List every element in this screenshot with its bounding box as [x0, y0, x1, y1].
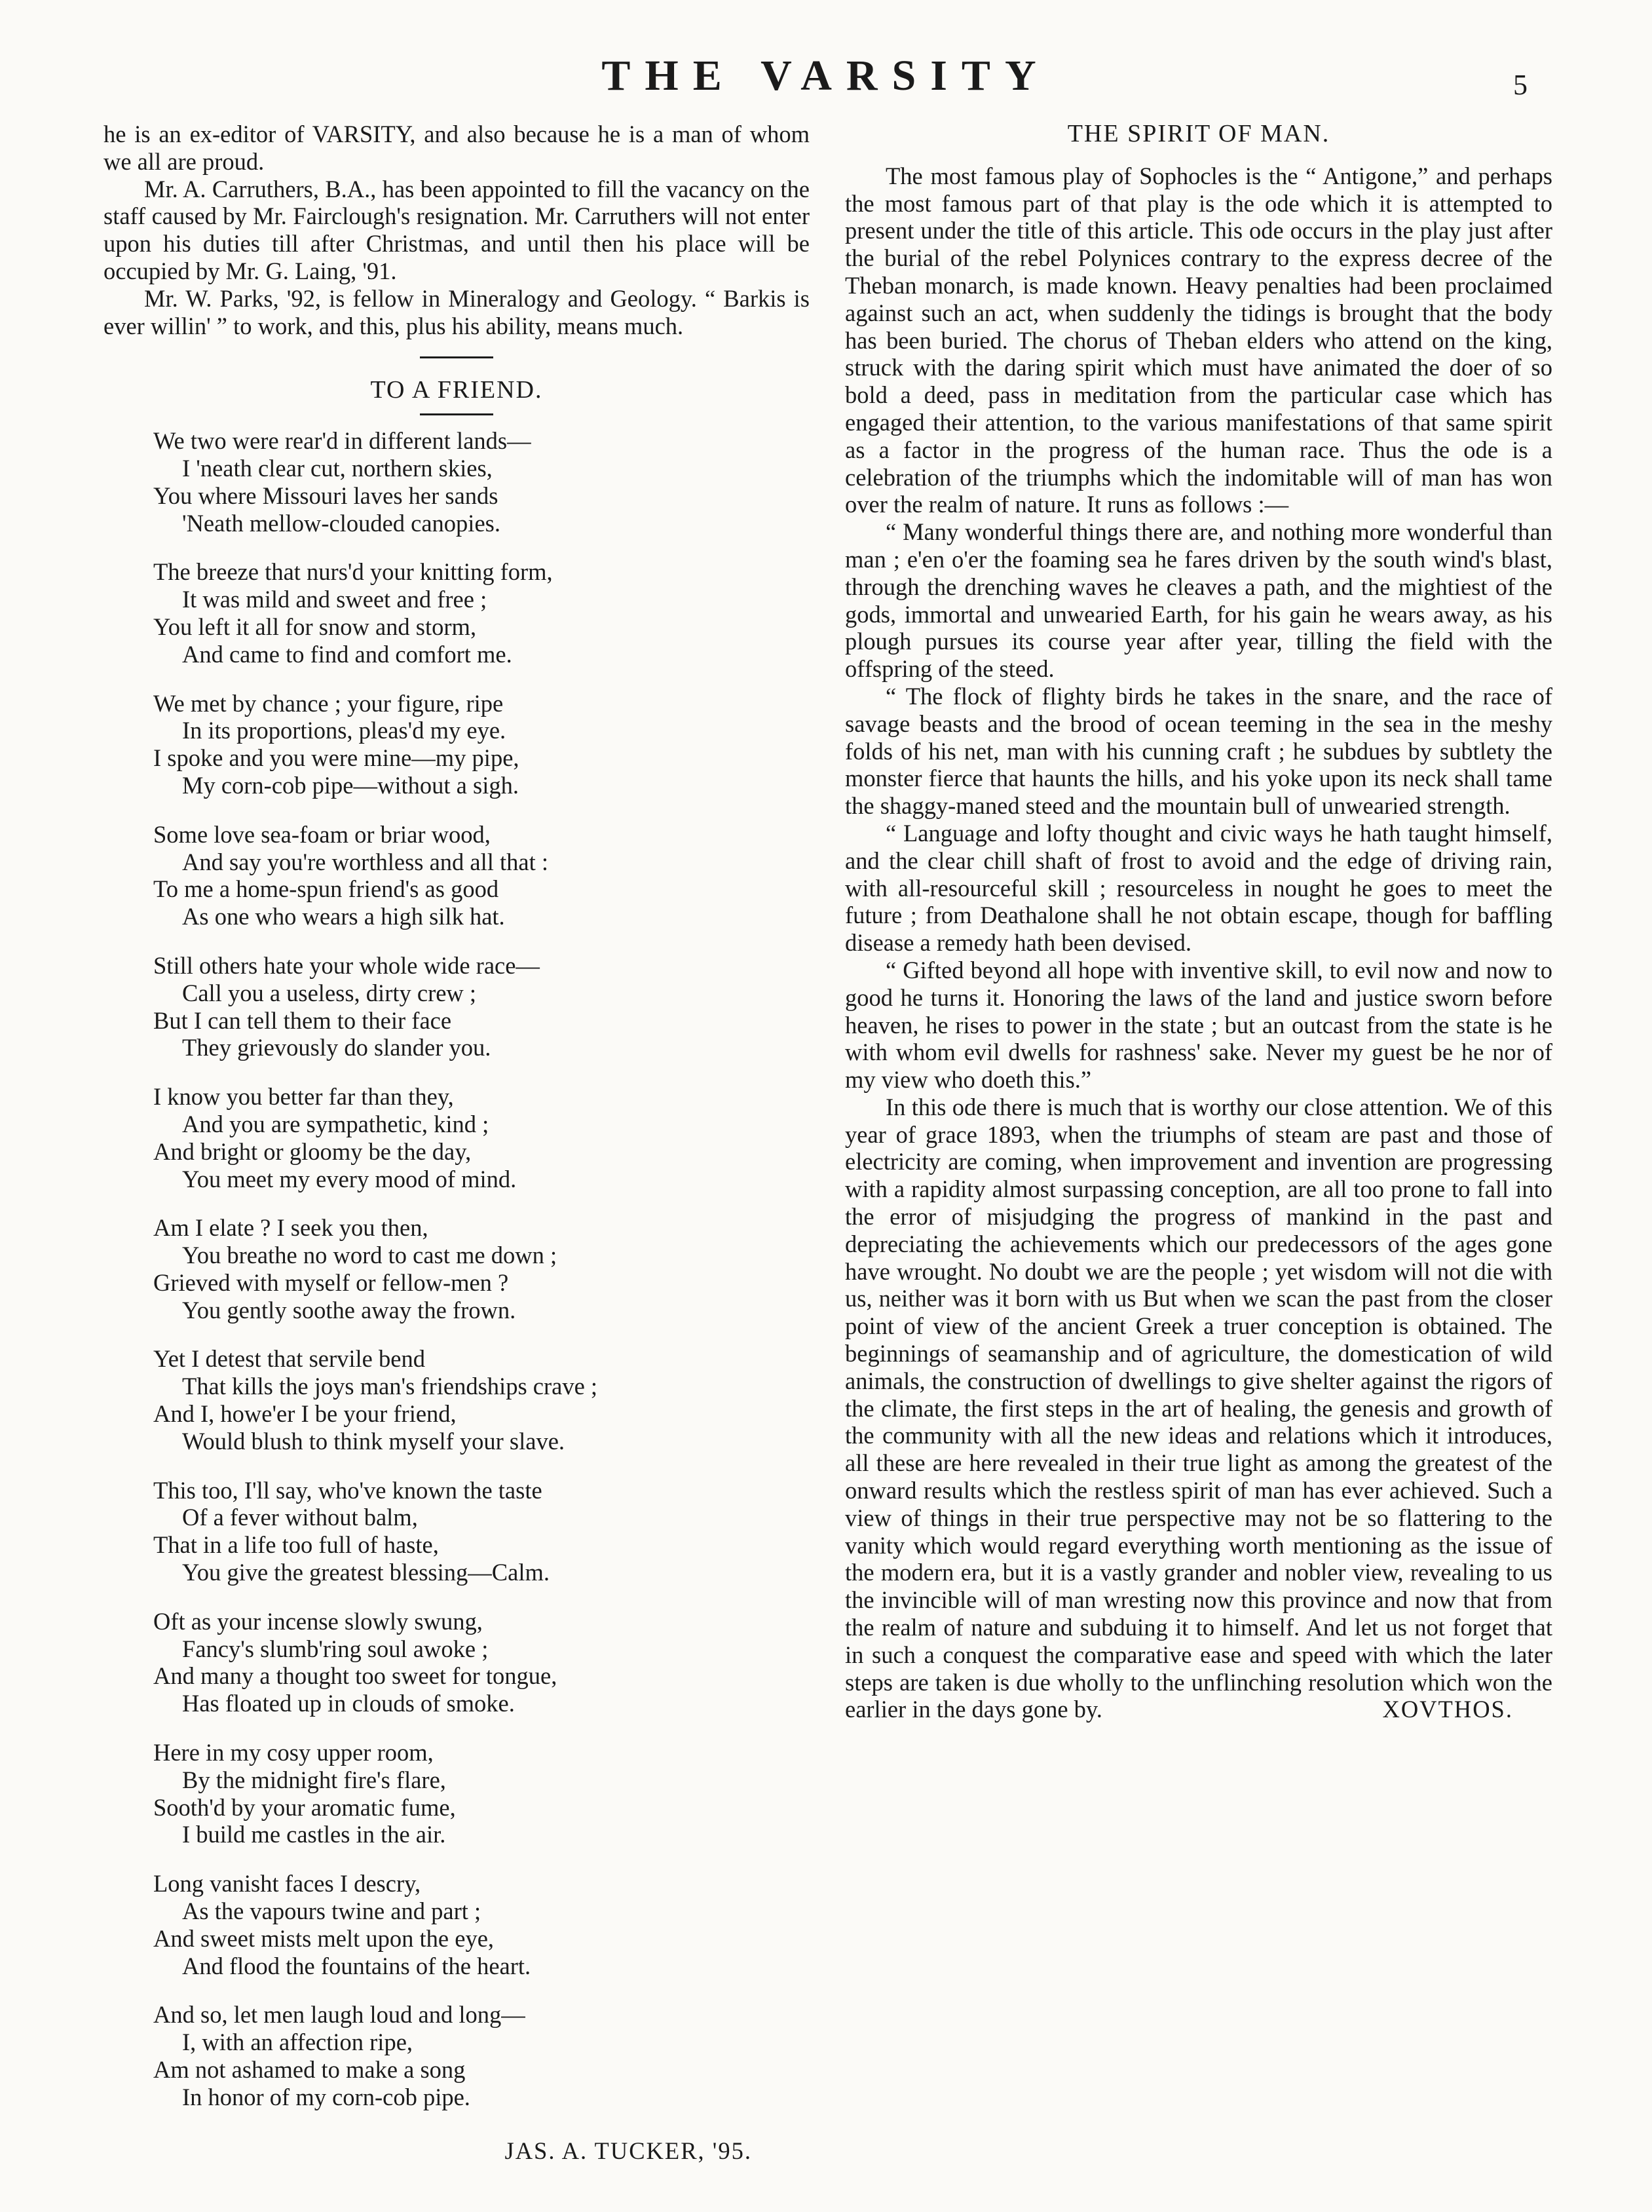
poem-line: Am not ashamed to make a song: [153, 2056, 466, 2084]
article-paragraph: “ Many wonderful things there are, and nothing more wonderful than man ; e'en o'er the foaming sea he fares driven by the south wind's blast, through the drenching waves he cleaves a path, and the mightiest of the gods, immortal and unwearied Earth, for his gain he wears away, as his plough pursues its course year after year, tilling the field with the offspring of the steed.: [845, 518, 1552, 683]
poem-line: The breeze that nurs'd your knitting form,: [153, 558, 553, 586]
poem-line: To me a home-spun friend's as good: [153, 875, 499, 903]
poem-line: Still others hate your whole wide race—: [153, 951, 540, 979]
poem: [103, 427, 810, 2110]
poem-line: Call you a useless, dirty crew ;: [182, 979, 477, 1006]
article-paragraph: “ Gifted beyond all hope with inventive skill, to evil now and now to good he turns it. Honoring the laws of the land and justice sworn before heaven, he rises to power in the state ; but an outcast from the state is he with whom evil dwells for rashness' sake. Never my guest be he nor of my view who doeth this.”: [845, 956, 1552, 1094]
article-paragraph: “ The flock of flighty birds he takes in the snare, and the race of savage beasts and the brood of ocean teeming in the sea in the meshy folds of his net, man with his cunning craft ; he subdues by subtlety the monster fierce that haunts the hills, and his yoke upon its neck shall tame the shaggy-maned steed and the mountain bull of unwearied strength.: [845, 682, 1552, 820]
poem-line: Fancy's slumb'ring soul awoke ;: [182, 1635, 489, 1662]
poem-line: Would blush to think myself your slave.: [182, 1427, 565, 1455]
poem-line: I 'neath clear cut, northern skies,: [182, 454, 493, 482]
poem-stanza: [153, 1608, 810, 1717]
poem-line: That in a life too full of haste,: [153, 1531, 439, 1559]
intro-paragraph: Mr. A. Carruthers, B.A., has been appointed to fill the vacancy on the staff caused by Mr. Fairclough's resignation. Mr. Carruthers will not enter upon his duties till after Christmas, and until then his place will be occupied by Mr. G. Laing, '91.: [103, 175, 810, 284]
poem-line: You breathe no word to cast me down ;: [182, 1242, 557, 1269]
poem-line: That kills the joys man's friendships crave ;: [182, 1373, 598, 1400]
poem-line: And say you're worthless and all that :: [182, 848, 549, 875]
page-number: 5: [1513, 69, 1528, 101]
poem-line: I spoke and you were mine—my pipe,: [153, 744, 519, 772]
poem-stanza: [153, 427, 810, 537]
poem-line: 'Neath mellow-clouded canopies.: [182, 509, 500, 537]
poem-line: This too, I'll say, who've known the taste: [153, 1476, 542, 1504]
poem-line: As one who wears a high silk hat.: [182, 903, 505, 930]
poem-line: Of a fever without balm,: [182, 1504, 418, 1531]
poem-line: And sweet mists melt upon the eye,: [153, 1924, 495, 1952]
poem-line: We met by chance ; your figure, ripe: [153, 689, 504, 717]
poem-stanza: [153, 2001, 810, 2110]
poem-line: By the midnight fire's flare,: [182, 1766, 446, 1793]
poem-line: You meet my every mood of mind.: [182, 1165, 517, 1192]
poem-line: In its proportions, pleas'd my eye.: [182, 717, 506, 744]
masthead: THE VARSITY: [601, 52, 1051, 100]
article-title: THE SPIRIT OF MAN.: [1067, 120, 1330, 147]
poem-line: Oft as your incense slowly swung,: [153, 1607, 483, 1635]
poem-line: Some love sea-foam or briar wood,: [153, 820, 491, 848]
poem-line: I know you better far than they,: [153, 1083, 454, 1111]
poem-stanza: [153, 690, 810, 799]
poem-line: And you are sympathetic, kind ;: [182, 1110, 489, 1137]
poem-line: And came to find and comfort me.: [182, 640, 512, 668]
divider: [420, 413, 493, 415]
poem-line: And flood the fountains of the heart.: [182, 1952, 531, 1979]
poem-line: They grievously do slander you.: [182, 1034, 491, 1061]
poem-line: You where Missouri laves her sands: [153, 482, 498, 509]
right-column: [845, 121, 1552, 1723]
poem-line: Has floated up in clouds of smoke.: [182, 1690, 515, 1717]
poem-line: Yet I detest that servile bend: [153, 1345, 425, 1373]
divider: [420, 356, 493, 358]
poem-line: You gently soothe away the frown.: [182, 1296, 516, 1324]
poem-line: You give the greatest blessing—Calm.: [182, 1559, 550, 1586]
poem-line: Long vanisht faces I descry,: [153, 1870, 421, 1897]
poem-stanza: [153, 1477, 810, 1586]
poem-line: Sooth'd by your aromatic fume,: [153, 1793, 456, 1821]
article-paragraph-text: In this ode there is much that is worthy our close attention. We of this year of grace 1893, when the triumphs of steam are past and those of electricity are coming, when improvement and invention are progressing with a rapidity almost surpassing conception, are all too prone to fall into the error of misjudging the progress of mankind in the past and depreciating the achievements which our predecessors of the ages gone have wrought. No doubt we are the people ; yet wisdom will not die with us, neither was it born with us But when we scan the past from the closer point of view of the ancient Greek a truer conception is obtained. The beginnings of seamanship and of agriculture, the domestication of wild animals, the construction of dwellings to give shelter against the rigors of the climate, the first steps in the art of healing, the genesis and growth of the community with all the new ideas and relations which it introduces, all these are here revealed in their true light as among the greatest of the onward results which the restless spirit of man has ever achieved. Such a view of things in their true perspective may not be so flattering to the vanity which would regard everything worth mentioning as the issue of the modern era, but it is a vastly grander and nobler view, revealing to us the invincible will of man wresting now this province and now that from the realm of nature and subduing it to himself. And let us not forget that in such a conquest the comparative ease and speed with which the later steps are taken is due wholly to the unflinching resolution which won the earlier in the days gone by.: [845, 1093, 1552, 1723]
poem-line: And I, howe'er I be your friend,: [153, 1400, 457, 1428]
poem-line: My corn-cob pipe—without a sigh.: [182, 771, 519, 799]
article-paragraph: [845, 1094, 1552, 1723]
poem-title: TO A FRIEND.: [370, 376, 543, 404]
poem-line: Am I elate ? I seek you then,: [153, 1214, 428, 1242]
article-paragraph: “ Language and lofty thought and civic ways he hath taught himself, and the clear chill shaft of frost to avoid and the edge of driving rain, with all-resourceful skill ; resourceless in nought he goes to meet the future ; from Deathalone shall he not obtain escape, though for baffling disease a remedy hath been devised.: [845, 819, 1552, 957]
poem-stanza: [153, 821, 810, 930]
poem-line: Here in my cosy upper room,: [153, 1739, 434, 1766]
poem-line: We two were rear'd in different lands—: [153, 427, 531, 455]
intro-paragraph: he is an ex-editor of VARSITY, and also because he is a man of whom we all are proud.: [103, 121, 810, 175]
article-paragraph: The most famous play of Sophocles is the “ Antigone,” and perhaps the most famous part of that play is the ode which it is attempted to present under the title of this article. This ode occurs in the play just after the burial of the rebel Polynices contrary to the express decree of the Theban monarch, is made known. Heavy penalties had been proclaimed against such an act, when suddenly the tidings is brought that the body has been buried. The chorus of Theban elders who attend on the king, struck with the daring spirit which must have animated the doer of so bold a deed, pass in meditation from the particular case which has engaged their attention, to the various manifestations of that same spirit as a factor in the progress of the human race. Thus the ode is a celebration of the triumphs which the indomitable will of man has won over the realm of nature. It runs as follows :—: [845, 162, 1552, 518]
poem-stanza: [153, 1214, 810, 1324]
poem-line: I build me castles in the air.: [182, 1821, 446, 1848]
poem-line: I, with an affection ripe,: [182, 2029, 413, 2056]
poem-stanza: [153, 1083, 810, 1192]
poem-line: You left it all for snow and storm,: [153, 613, 477, 640]
poem-line: As the vapours twine and part ;: [182, 1897, 481, 1925]
poem-signature: JAS. A. TUCKER, '95.: [504, 2137, 752, 2164]
poem-stanza: [153, 1739, 810, 1848]
poem-line: Grieved with myself or fellow-men ?: [153, 1268, 509, 1296]
poem-line: And many a thought too sweet for tongue,: [153, 1662, 557, 1690]
poem-stanza: [153, 1870, 810, 1979]
article-signature: XOVTHOS.: [1382, 1696, 1513, 1723]
intro-paragraph: Mr. W. Parks, '92, is fellow in Mineralogy and Geology. “ Barkis is ever willin' ” to work, and this, plus his ability, means much.: [103, 284, 810, 339]
poem-line: In honor of my corn-cob pipe.: [182, 2083, 470, 2110]
poem-stanza: [153, 558, 810, 668]
poem-line: And so, let men laugh loud and long—: [153, 2001, 525, 2029]
poem-line: But I can tell them to their face: [153, 1006, 452, 1034]
poem-line: And bright or gloomy be the day,: [153, 1137, 472, 1165]
left-column: [103, 121, 810, 2164]
poem-line: It was mild and sweet and free ;: [182, 586, 487, 613]
poem-stanza: [153, 1345, 810, 1455]
poem-stanza: [153, 952, 810, 1061]
